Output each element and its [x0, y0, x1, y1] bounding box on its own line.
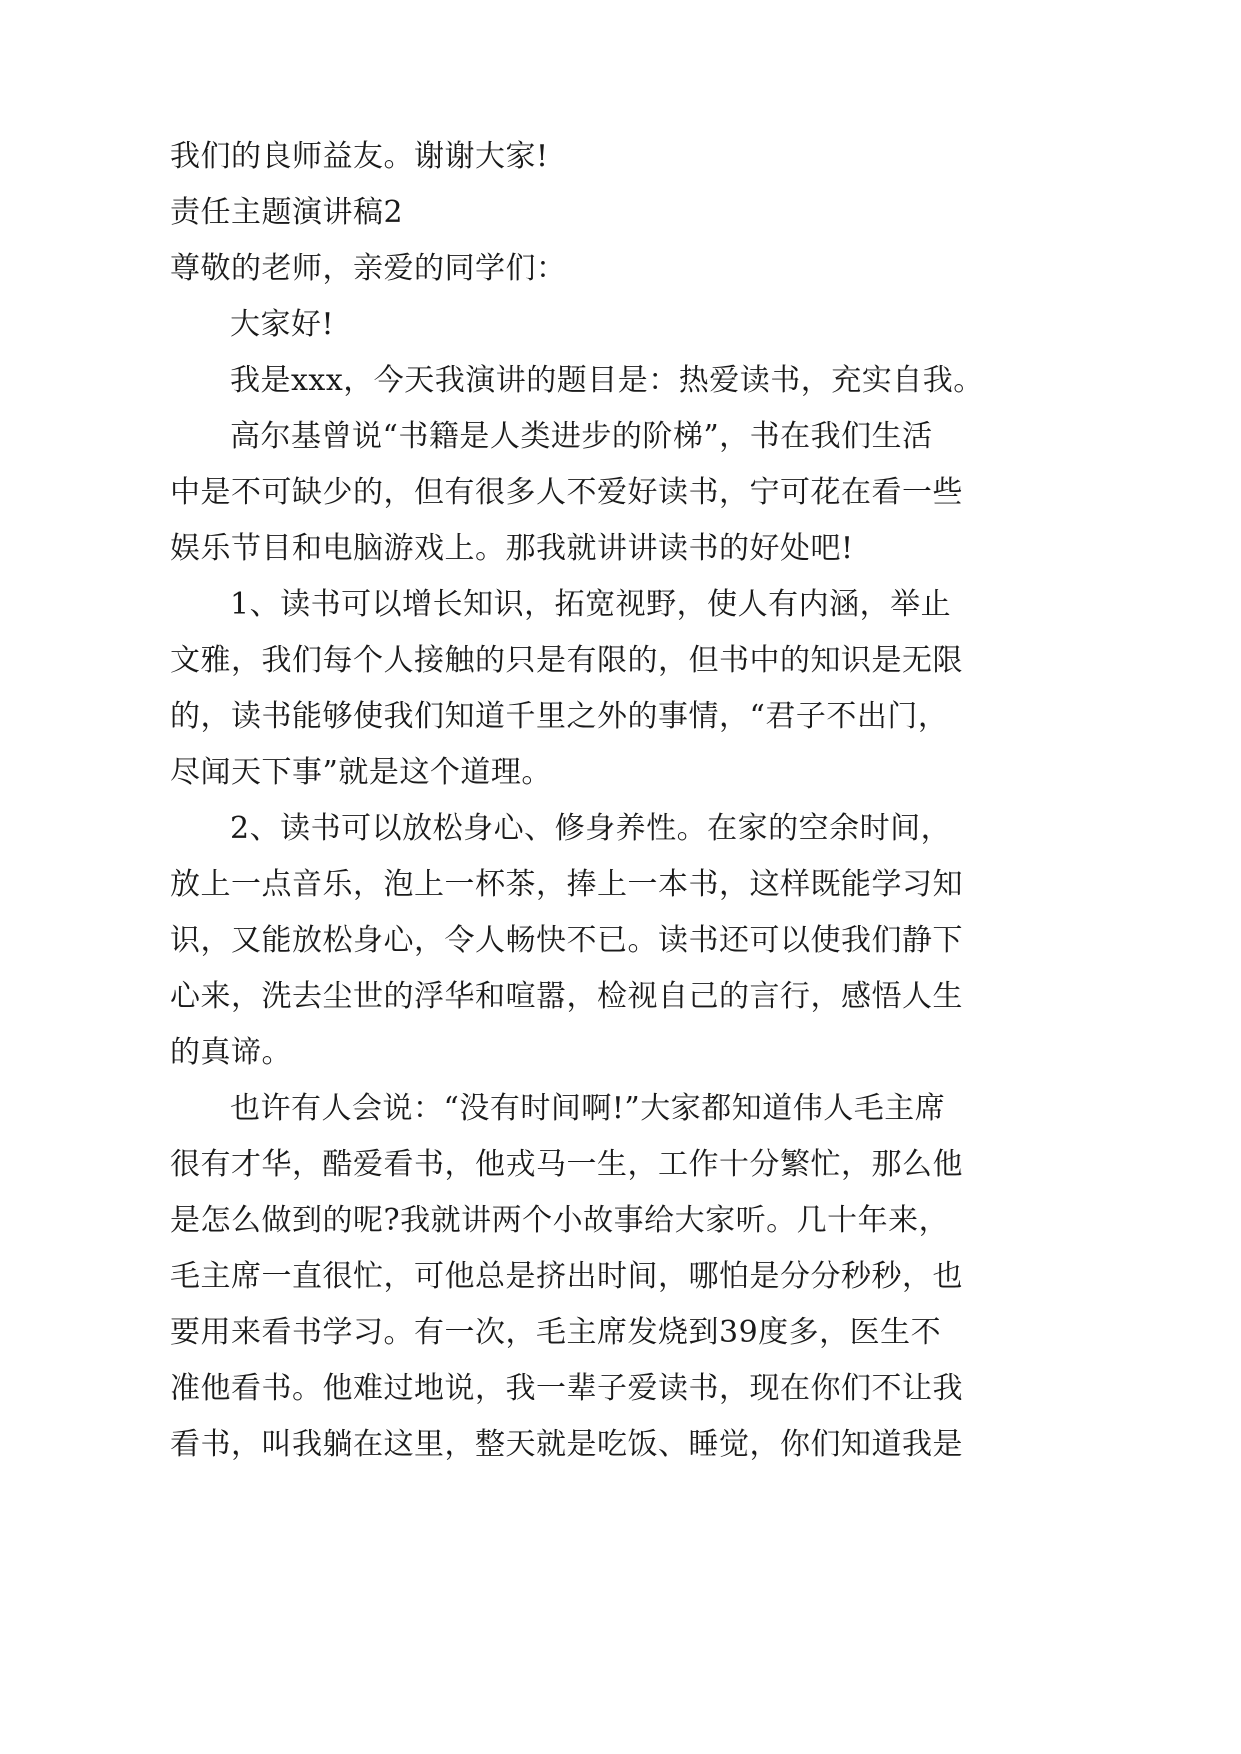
text-line: 是怎么做到的呢?我就讲两个小故事给大家听。几十年来， — [170, 1203, 950, 1238]
text-line: 要用来看书学习。有一次，毛主席发烧到39度多，医生不 — [170, 1315, 942, 1350]
text-line: 放上一点音乐，泡上一杯茶，捧上一本书，这样既能学习知 — [170, 867, 963, 902]
text-line: 1、读书可以增长知识，拓宽视野，使人有内涵，举止 — [230, 587, 952, 622]
text-line: 文雅，我们每个人接触的只是有限的，但书中的知识是无限 — [170, 643, 963, 678]
salutation: 尊敬的老师，亲爱的同学们： — [170, 251, 567, 286]
text-line: 尽闻天下事”就是这个道理。 — [170, 755, 552, 790]
text-line: 2、读书可以放松身心、修身养性。在家的空余时间， — [230, 811, 952, 846]
text-line-closing: 我们的良师益友。谢谢大家! — [170, 139, 549, 174]
text-line: 的，读书能够使我们知道千里之外的事情，“君子不出门， — [170, 699, 949, 734]
text-line: 高尔基曾说“书籍是人类进步的阶梯”，书在我们生活 — [230, 419, 933, 454]
text-line: 的真谛。 — [170, 1035, 292, 1070]
text-line: 心来，洗去尘世的浮华和喧嚣，检视自己的言行，感悟人生 — [170, 979, 963, 1014]
text-line: 毛主席一直很忙，可他总是挤出时间，哪怕是分分秒秒，也 — [170, 1259, 963, 1294]
section-title: 责任主题演讲稿2 — [170, 195, 404, 230]
text-line: 很有才华，酷爱看书，他戎马一生，工作十分繁忙，那么他 — [170, 1147, 963, 1182]
text-line: 娱乐节目和电脑游戏上。那我就讲讲读书的好处吧! — [170, 531, 854, 566]
text-line: 也许有人会说：“没有时间啊!”大家都知道伟人毛主席 — [230, 1091, 946, 1126]
text-line: 看书，叫我躺在这里，整天就是吃饭、睡觉，你们知道我是 — [170, 1427, 963, 1462]
text-line: 我是xxx，今天我演讲的题目是：热爱读书，充实自我。 — [230, 363, 984, 398]
greeting: 大家好! — [230, 307, 335, 342]
text-line: 识，又能放松身心，令人畅快不已。读书还可以使我们静下 — [170, 923, 963, 958]
text-line: 准他看书。他难过地说，我一辈子爱读书，现在你们不让我 — [170, 1371, 963, 1406]
text-line: 中是不可缺少的，但有很多人不爱好读书，宁可花在看一些 — [170, 475, 963, 510]
